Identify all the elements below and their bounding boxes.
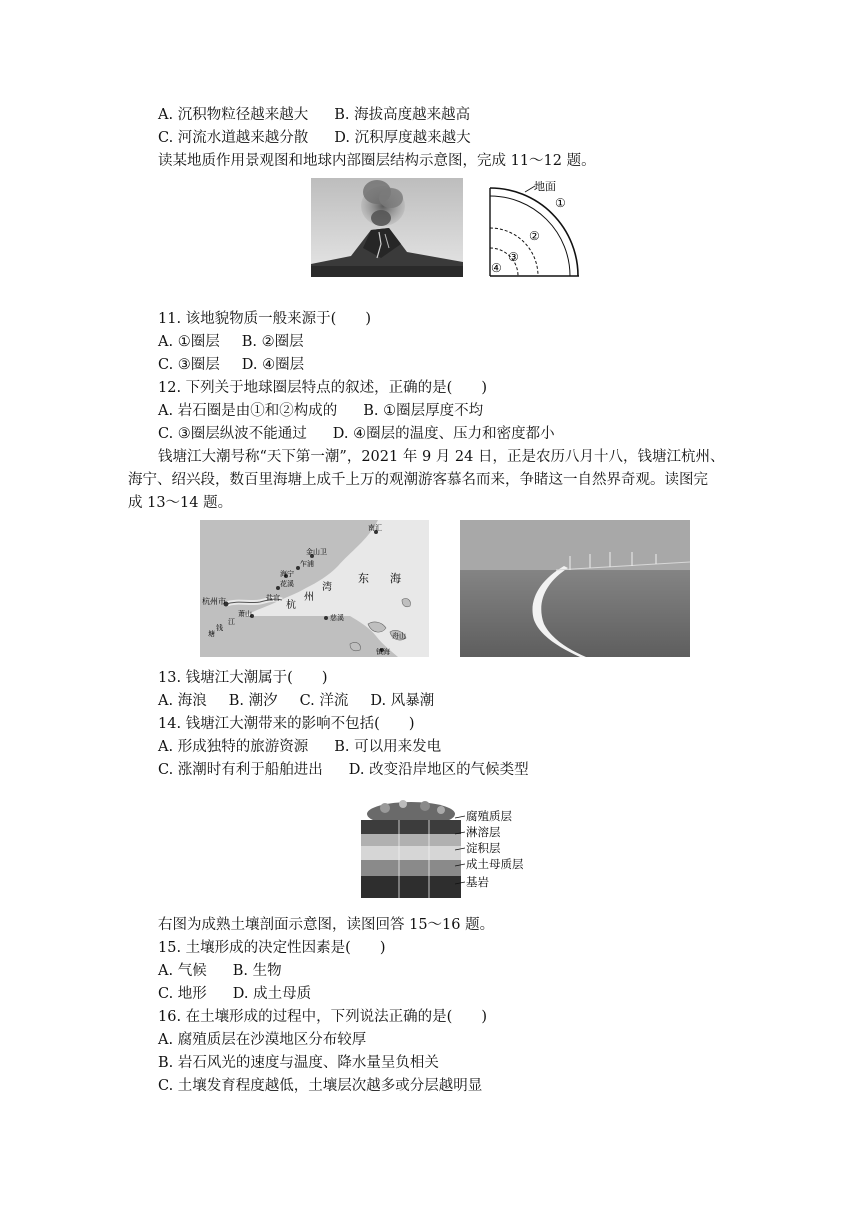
- soil-label-parent: 成土母质层: [466, 857, 524, 871]
- q12-option-d: D. ④圈层的温度、压力和密度都小: [332, 426, 555, 442]
- q16-option-b: B. 岩石风光的速度与温度、降水量呈负相关: [158, 1055, 439, 1071]
- q16-option-c: C. 土壤发育程度越低，土壤层次越多或分层越明显: [158, 1078, 483, 1094]
- soil-label-leaching: 淋溶层: [466, 825, 501, 839]
- map-label-xiaoshan: 萧山: [238, 610, 252, 618]
- q14-option-d: D. 改变沿岸地区的气候类型: [348, 762, 529, 778]
- q11-stem: 11. 该地貌物质一般来源于( ): [158, 311, 371, 327]
- soil-label-deposition: 淀积层: [466, 841, 501, 855]
- q15-option-d: D. 成土母质: [232, 986, 312, 1002]
- q11-option-a: A. ①圈层: [158, 334, 220, 350]
- map-label-dong: 东: [358, 572, 369, 585]
- intro-15-16: 右图为成熟土壤剖面示意图，读图回答 15～16 题。: [158, 917, 495, 933]
- layer-3-label: ③: [508, 250, 519, 264]
- q12-option-c: C. ③圈层纵波不能通过: [158, 426, 307, 442]
- volcano-photo: [311, 178, 463, 277]
- q14-options-row1: [158, 737, 441, 757]
- q11-option-b: B. ②圈层: [241, 334, 304, 350]
- map-label-zhapu: 乍浦: [300, 560, 314, 568]
- q13-option-a: A. 海浪: [158, 693, 207, 709]
- map-label-hangzhou: 杭州市: [202, 597, 226, 606]
- q12-option-a: A. 岩石圈是由①和②构成的: [158, 403, 338, 419]
- map-label-cixi: 慈溪: [330, 614, 344, 622]
- soil-label-bedrock: 基岩: [466, 875, 489, 889]
- soil-label-humus: 腐殖质层: [466, 809, 512, 823]
- soil-profile-diagram: [355, 800, 535, 906]
- earth-layers-diagram: [487, 178, 587, 280]
- intro-11-12: 读某地质作用景观图和地球内部圈层结构示意图，完成 11～12 题。: [158, 153, 596, 169]
- intro-13-14-line1: 钱塘江大潮号称“天下第一潮”，2021 年 9 月 24 日，正是农历八月十八，钱塘江杭州、: [158, 449, 725, 465]
- map-label-haining: 海宁: [280, 570, 294, 578]
- q13-option-d: D. 风暴潮: [370, 693, 435, 709]
- q15-stem: 15. 土壤形成的决定性因素是( ): [158, 940, 386, 956]
- q14-stem: 14. 钱塘江大潮带来的影响不包括( ): [158, 716, 415, 732]
- map-label-tang: 塘: [208, 630, 215, 638]
- q10-option-c: C. 河流水道越来越分散: [158, 130, 309, 146]
- map-label-huaxin: 花溪: [280, 580, 294, 588]
- map-label-zhenhai: 镇海: [376, 648, 390, 656]
- map-label-yanguan: 盐官: [266, 594, 280, 602]
- map-label-hai: 海: [390, 572, 401, 585]
- layer-4-label: ④: [491, 261, 502, 275]
- map-label-zhoushan: 舟山: [392, 632, 406, 640]
- map-label-jiang: 江: [228, 618, 235, 626]
- intro-13-14-line3: 成 13～14 题。: [128, 495, 233, 511]
- q10-options-row1: [158, 105, 470, 125]
- q15-options-row1: [158, 961, 282, 981]
- q11-options-row1: [158, 332, 304, 352]
- q10-option-b: B. 海拔高度越来越高: [334, 107, 471, 123]
- q12-option-b: B. ①圈层厚度不均: [363, 403, 484, 419]
- q11-option-d: D. ④圈层: [241, 357, 305, 373]
- q12-options-row2: [158, 424, 555, 444]
- q16-stem: 16. 在土壤形成的过程中，下列说法正确的是( ): [158, 1009, 487, 1025]
- q14-option-a: A. 形成独特的旅游资源: [158, 739, 309, 755]
- q12-options-row1: [158, 401, 483, 421]
- map-label-qian: 钱: [216, 624, 223, 632]
- intro-13-14-line2: 海宁、绍兴段，数百里海塘上成千上万的观潮游客慕名而来，争睹这一自然界奇观。读图完: [128, 472, 708, 488]
- q10-option-d: D. 沉积厚度越来越大: [334, 130, 471, 146]
- map-label-hang: 杭: [286, 600, 296, 611]
- layer-1-label: ①: [555, 196, 566, 210]
- q12-stem: 12. 下列关于地球圈层特点的叙述，正确的是( ): [158, 380, 487, 396]
- tidal-bore-photo: [460, 520, 690, 657]
- q13-option-b: B. 潮汐: [228, 693, 278, 709]
- q10-options-row2: [158, 128, 471, 148]
- q13-options-row: [158, 691, 434, 711]
- q13-stem: 13. 钱塘江大潮属于( ): [158, 670, 328, 686]
- q14-option-b: B. 可以用来发电: [334, 739, 442, 755]
- q10-option-a: A. 沉积物粒径越来越大: [158, 107, 309, 123]
- q11-options-row2: [158, 355, 304, 375]
- map-label-jinshanwei: 金山卫: [306, 548, 327, 556]
- q15-options-row2: [158, 984, 311, 1004]
- q15-option-b: B. 生物: [232, 963, 282, 979]
- q13-option-c: C. 洋流: [299, 693, 349, 709]
- q16-option-a: A. 腐殖质层在沙漠地区分布较厚: [158, 1032, 367, 1048]
- q11-option-c: C. ③圈层: [158, 357, 220, 373]
- q15-option-c: C. 地形: [158, 986, 207, 1002]
- map-label-zhou: 州: [304, 592, 314, 603]
- map-label-wan: 湾: [322, 582, 332, 593]
- hangzhou-bay-map: [200, 520, 429, 657]
- q15-option-a: A. 气候: [158, 963, 207, 979]
- surface-label: 地面: [534, 180, 556, 193]
- layer-2-label: ②: [529, 229, 540, 243]
- q14-options-row2: [158, 760, 529, 780]
- map-label-nanhui: 南汇: [368, 524, 382, 532]
- q14-option-c: C. 涨潮时有利于船舶进出: [158, 762, 323, 778]
